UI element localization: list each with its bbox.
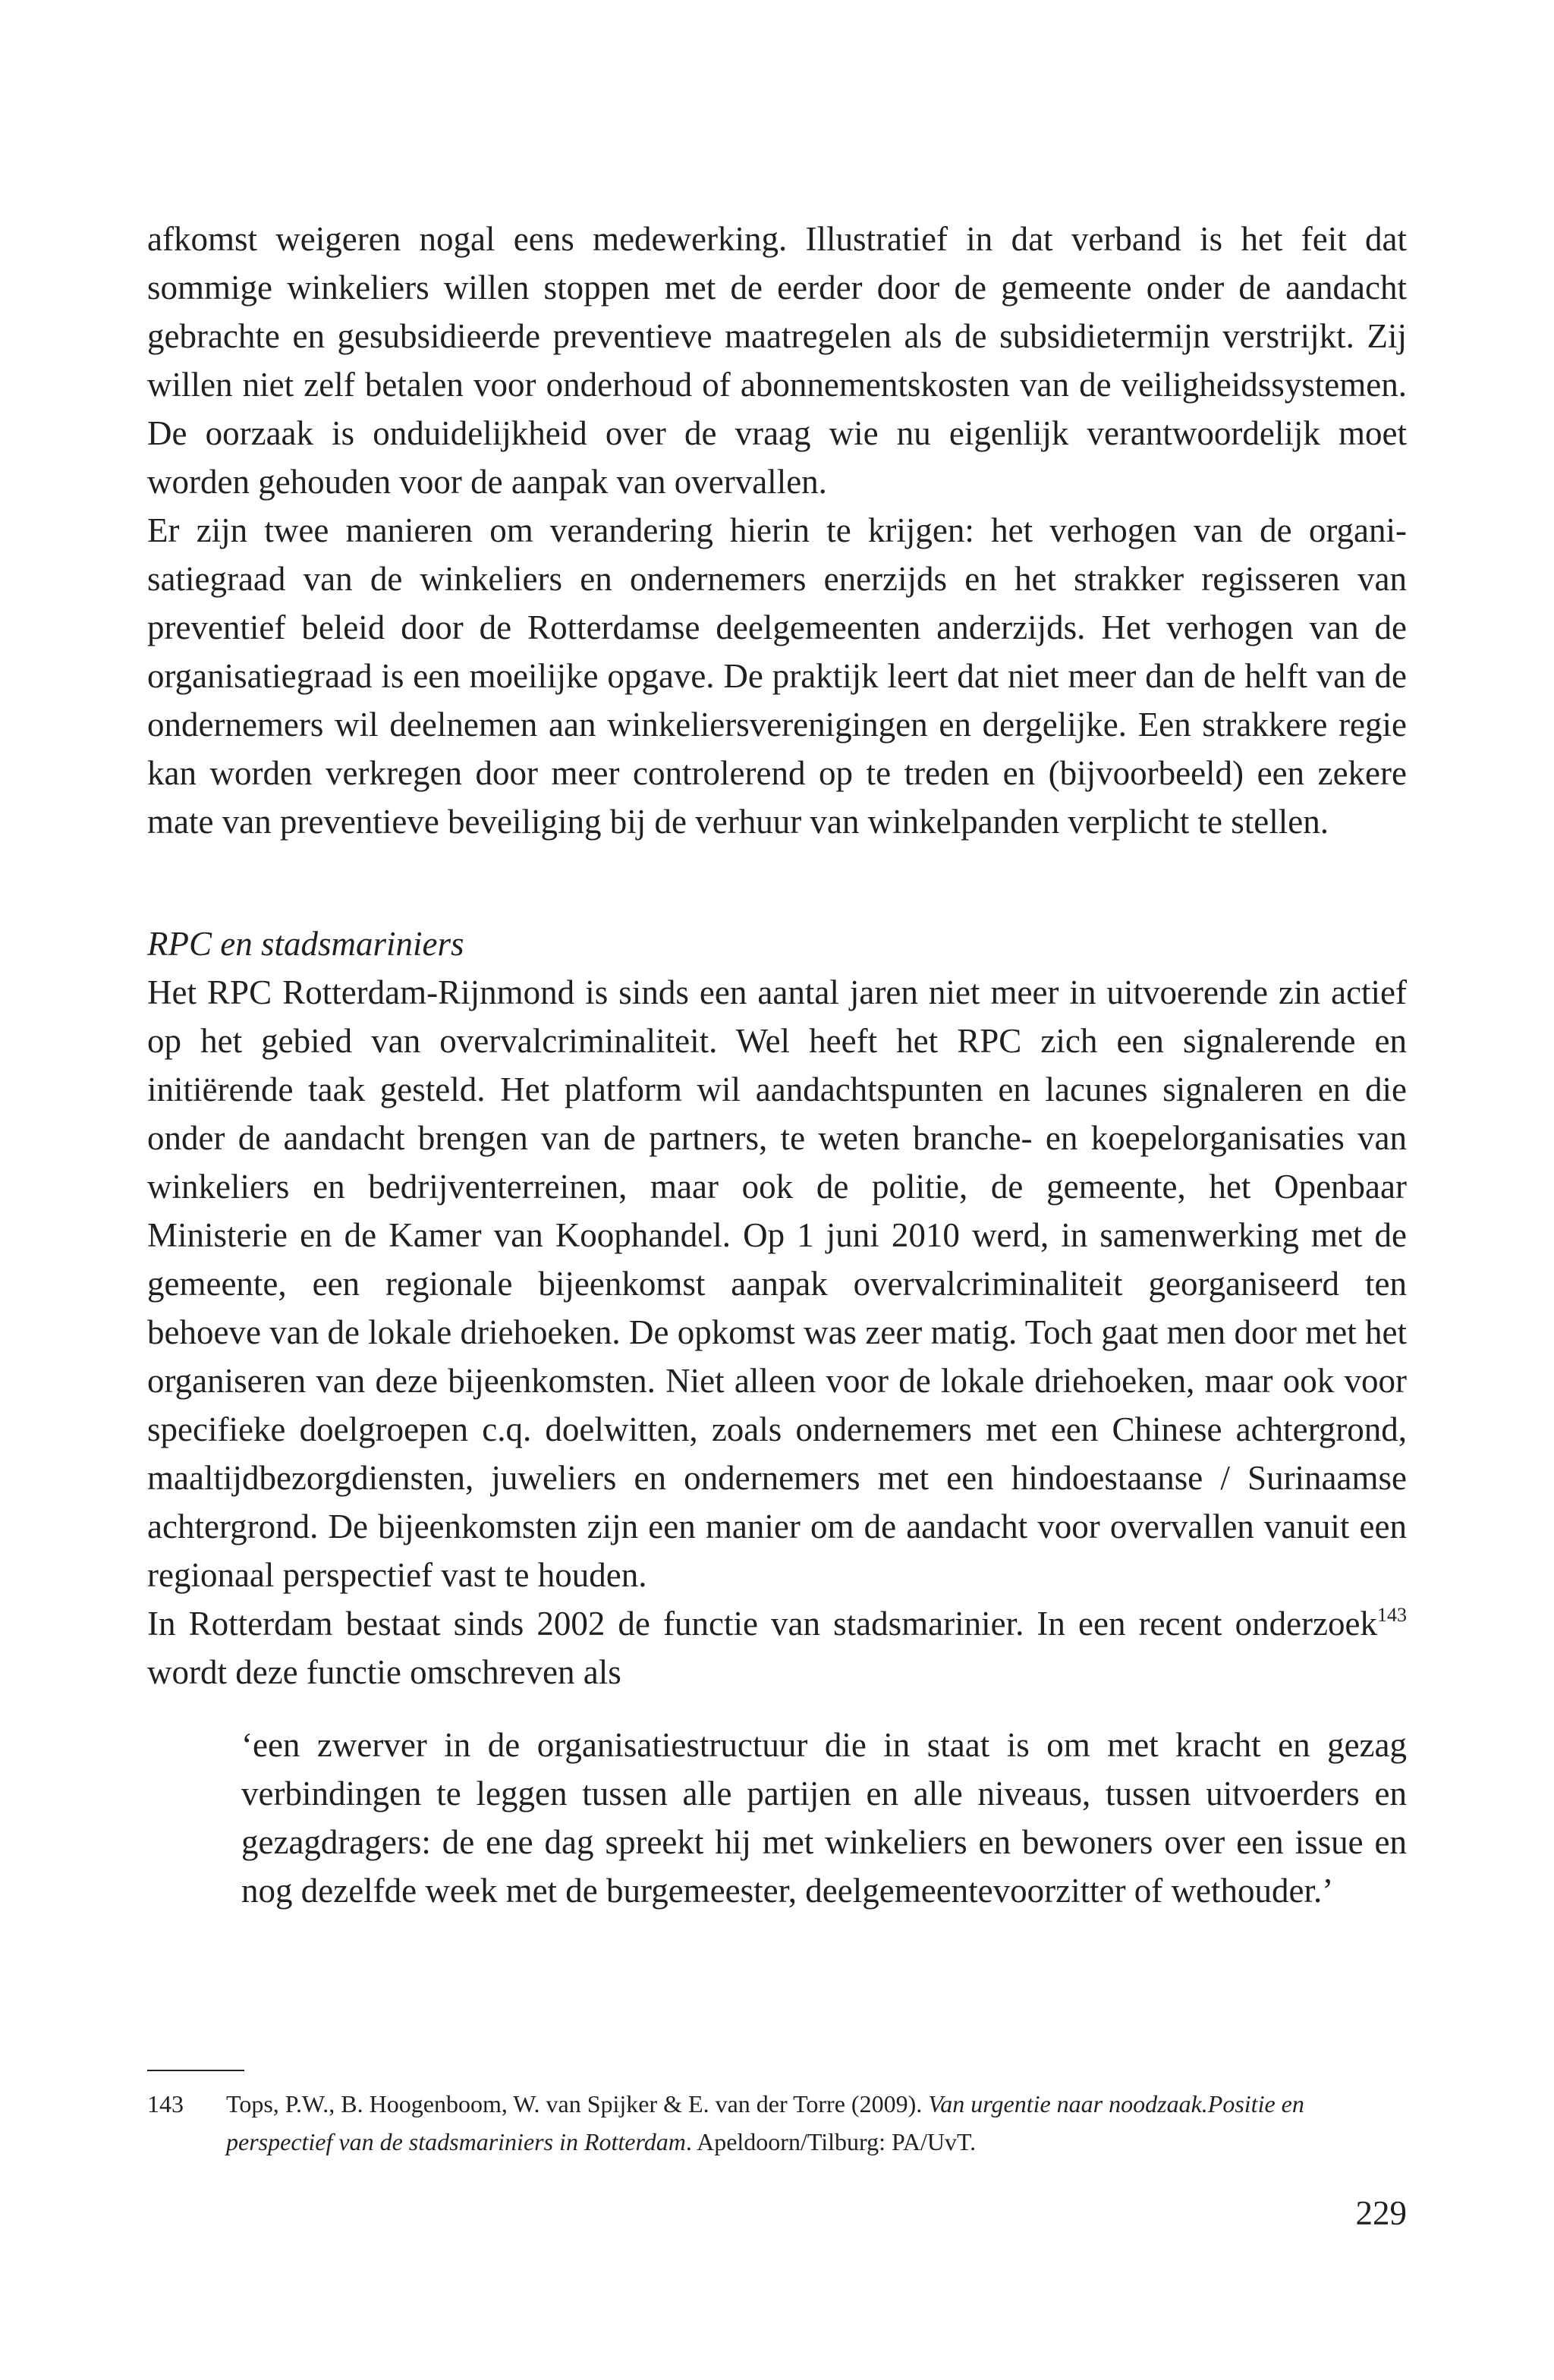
section-heading: RPC en stadsmariniers [147, 925, 464, 963]
body-paragraph-1: afkomst weigeren nogal eens medewerking. Illustratief in dat verband is het feit dat sommige winkeliers willen stoppen met de eerder door de gemeente onder de aandacht gebrachte en gesubsidieerde preventieve maatregelen als de subsidietermijn verstrijkt. Zij willen niet zelf betalen voor onderhoud of abonnementskosten van de veiligheidssystemen. De oorzaak is onduidelijkheid over de vraag wie nu eigenlijk verantwoordelijk moet worden gehouden voor de aanpak van overvallen. [147, 220, 1407, 501]
footnote-publisher: . Apeldoorn/Tilburg: PA/UvT. [685, 2128, 977, 2155]
footnote-authors: Tops, P.W., B. Hoogenboom, W. van Spijker & E. van der Torre (2009). [226, 2090, 929, 2117]
body-paragraph-2: Er zijn twee manieren om verandering hierin te krijgen: het verhogen van de organisatiegraad van de winkeliers en ondernemers enerzijds en het strakker regisseren van preventief beleid door de Rotterdamse deelgemeenten anderzijds. Het verhogen van de organisatiegraad is een moeilijke opgave. De praktijk leert dat niet meer dan de helft van de ondernemers wil deelnemen aan winkeliersverenigingen en dergelijke. Een strakkere regie kan worden verkregen door meer controlerend op te treden en (bijvoorbeeld) een zekere mate van preventieve beveiliging bij de verhuur van winkelpanden verplicht te stellen. [147, 511, 1407, 841]
footnote-number: 143 [147, 2090, 184, 2117]
footnote-reference[interactable]: 143 [1377, 1604, 1407, 1626]
body-paragraph-4 [147, 1599, 1407, 1696]
body-paragraph-3: Het RPC Rotterdam-Rijnmond is sinds een aantal jaren niet meer in uitvoerende zin actief op het gebied van overvalcriminaliteit. Wel heeft het RPC zich een signalerende en initiërende taak gesteld. Het platform wil aandachtspunten en lacunes signaleren en die onder de aandacht brengen van de partners, te weten branche- en koepelorganisaties van winkeliers en bedrijventerreinen, maar ook de politie, de gemeente, het Openbaar Ministerie en de Kamer van Koophandel. Op 1 juni 2010 werd, in samenwerking met de gemeente, een regionale bijeenkomst aanpak overvalcriminaliteit georganiseerd ten behoeve van de lokale driehoeken. De opkomst was zeer matig. Toch gaat men door met het organiseren van deze bijeenkomsten. Niet alleen voor de lokale driehoeken, maar ook voor specifieke doelgroepen c.q. doelwitten, zoals ondernemers met een Chinese achtergrond, maaltijdbezorgdiensten, juweliers en ondernemers met een hindoestaanse / Surinaamse achtergrond. De bijeenkomsten zijn een manier om de aandacht voor overvallen vanuit een regionaal perspectief vast te houden. [147, 973, 1407, 1594]
footnote-title: Van urgentie naar noodzaak.Positie en perspectief van de stadsmariniers in Rotterdam [226, 2090, 1304, 2155]
paragraph-4-text-end: wordt deze functie omschreven als [147, 1653, 621, 1691]
footnote-divider [147, 2070, 244, 2071]
footnote-text [226, 2085, 1407, 2161]
paragraph-4-text: In Rotterdam bestaat sinds 2002 de functie van stadsmarinier. In een recent onderzoek [147, 1605, 1377, 1643]
page-number: 229 [1355, 2194, 1407, 2232]
block-quote: ‘een zwerver in de organisatiestructuur die in staat is om met kracht en gezag verbindingen te leggen tussen alle partijen en alle niveaus, tussen uitvoerders en gezagdragers: de ene dag spreekt hij met winkeliers en bewoners over een issue en nog dezelfde week met de burgemeester, deelgemeentevoorzitter of wethouder.’ [241, 1726, 1407, 1910]
